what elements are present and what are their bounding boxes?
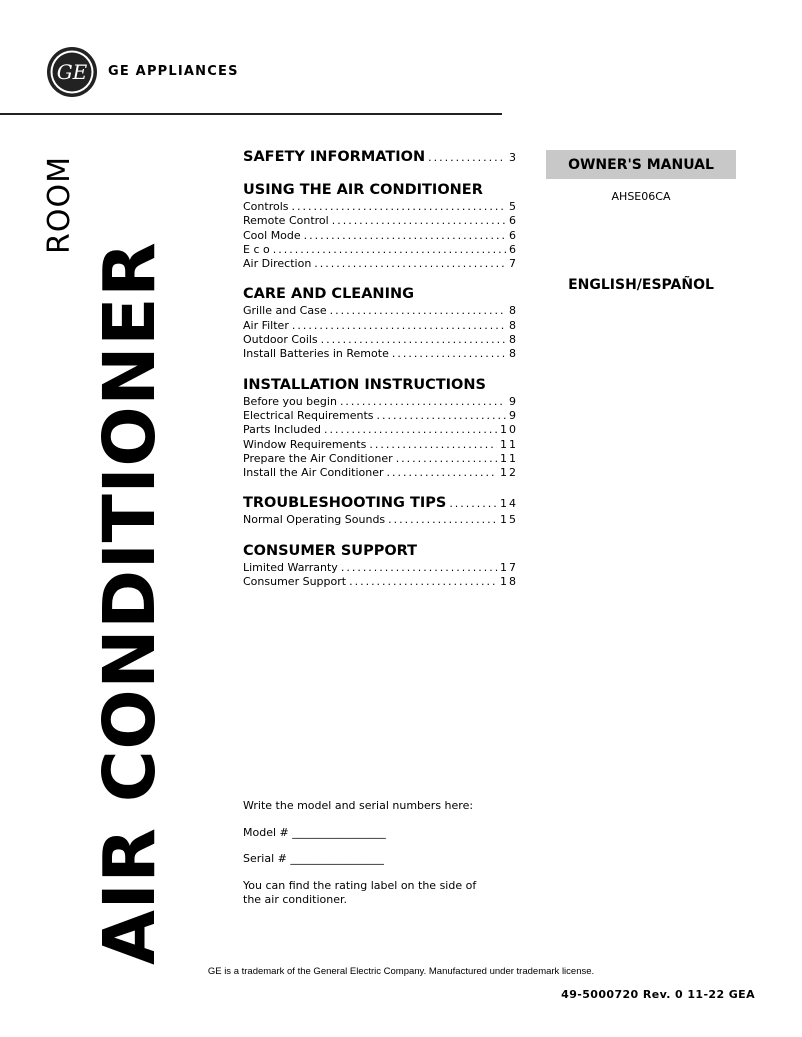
toc-page-number: 17 xyxy=(500,560,518,574)
toc-leader-dots xyxy=(377,409,506,423)
toc-entry-label: Remote Control xyxy=(243,214,329,228)
toc-leader-dots xyxy=(292,200,507,214)
toc-page-number: 15 xyxy=(500,513,518,527)
toc-section xyxy=(243,376,518,481)
toc-leader-dots xyxy=(324,423,497,437)
toc-entry[interactable] xyxy=(243,513,518,527)
toc-section xyxy=(243,494,518,527)
toc-entry[interactable] xyxy=(243,452,518,466)
toc-entry[interactable] xyxy=(243,304,518,318)
toc-page-number: 8 xyxy=(509,318,518,332)
trademark-notice: GE is a trademark of the General Electric Company. Manufactured under trademark license. xyxy=(207,966,595,977)
toc-entry[interactable] xyxy=(243,333,518,347)
toc-entry[interactable] xyxy=(243,438,518,452)
ge-logo-icon xyxy=(46,46,98,98)
toc-section-title[interactable] xyxy=(243,494,518,513)
toc-leader-dots xyxy=(332,214,506,228)
model-serial-record xyxy=(243,799,493,908)
toc-section-label: CONSUMER SUPPORT xyxy=(243,542,418,559)
toc-leader-dots xyxy=(449,494,497,513)
toc-page-number: 12 xyxy=(500,466,518,480)
toc-leader-dots xyxy=(388,513,497,527)
record-intro: Write the model and serial numbers here: xyxy=(243,799,474,812)
toc-page-number: 14 xyxy=(500,497,518,511)
toc-entry-label: Cool Mode xyxy=(243,228,301,242)
toc-page-number: 6 xyxy=(509,228,518,242)
toc-entry-label: Grille and Case xyxy=(243,304,327,318)
toc-section-label: INSTALLATION INSTRUCTIONS xyxy=(243,376,486,393)
toc-entry[interactable] xyxy=(243,319,518,333)
toc-section-label: SAFETY INFORMATION xyxy=(243,149,426,165)
title-room: ROOM xyxy=(42,156,77,254)
toc-page-number: 9 xyxy=(509,408,518,422)
toc-page-number: 6 xyxy=(509,242,518,256)
toc-entry-label: Before you begin xyxy=(243,394,337,408)
toc-leader-dots xyxy=(273,243,506,257)
toc-section-title[interactable] xyxy=(243,285,518,304)
toc-leader-dots xyxy=(369,438,497,452)
toc-entry[interactable] xyxy=(243,257,518,271)
brand-name: GE APPLIANCES xyxy=(108,64,239,79)
toc-section-label: CARE AND CLEANING xyxy=(243,286,414,303)
toc-page-number: 8 xyxy=(509,304,518,318)
toc-leader-dots xyxy=(428,148,506,167)
toc-section xyxy=(243,285,518,361)
table-of-contents xyxy=(243,148,518,603)
language-label: ENGLISH/ESPAÑOL xyxy=(568,277,714,293)
toc-page-number: 6 xyxy=(509,214,518,228)
toc-section-title[interactable] xyxy=(243,148,518,167)
toc-entry-label: Install the Air Conditioner xyxy=(243,466,384,480)
svg-text:GE: GE xyxy=(56,60,88,84)
toc-section-label: TROUBLESHOOTING TIPS xyxy=(243,495,447,512)
toc-leader-dots xyxy=(330,304,506,318)
toc-page-number: 10 xyxy=(500,423,518,437)
toc-entry[interactable] xyxy=(243,243,518,257)
toc-leader-dots xyxy=(392,347,506,361)
toc-entry-label: Controls xyxy=(243,200,289,213)
toc-page-number: 18 xyxy=(500,575,518,589)
toc-leader-dots xyxy=(396,452,497,466)
title-air-conditioner: AIR CONDITIONER xyxy=(88,241,171,965)
toc-leader-dots xyxy=(340,395,506,409)
toc-leader-dots xyxy=(314,257,506,271)
toc-leader-dots xyxy=(304,229,506,243)
toc-entry-label: Air Direction xyxy=(243,257,312,271)
toc-entry-label: Outdoor Coils xyxy=(243,333,318,347)
toc-leader-dots xyxy=(349,575,497,589)
toc-page-number: 9 xyxy=(509,394,518,408)
toc-entry[interactable] xyxy=(243,214,518,228)
toc-leader-dots xyxy=(387,466,497,480)
toc-section xyxy=(243,181,518,271)
owners-manual-label: OWNER'S MANUAL xyxy=(546,150,736,179)
toc-page-number: 5 xyxy=(509,200,518,213)
document-number: 49-5000720 Rev. 0 11-22 GEA xyxy=(561,988,755,1001)
toc-page-number: 11 xyxy=(500,451,518,465)
toc-page-number: 11 xyxy=(500,437,518,451)
rating-label-note: You can find the rating label on the side of the air conditioner. xyxy=(243,878,477,906)
toc-entry-label: Install Batteries in Remote xyxy=(243,347,389,361)
toc-entry[interactable] xyxy=(243,423,518,437)
toc-entry-label: Window Requirements xyxy=(243,437,367,451)
toc-entry-label: Electrical Requirements xyxy=(243,408,374,422)
toc-entry[interactable] xyxy=(243,575,518,589)
toc-entry[interactable] xyxy=(243,466,518,480)
toc-section xyxy=(243,542,518,590)
toc-section xyxy=(243,148,518,167)
toc-entry[interactable] xyxy=(243,409,518,423)
toc-entry[interactable] xyxy=(243,229,518,243)
toc-entry[interactable] xyxy=(243,395,518,409)
toc-entry-label: Limited Warranty xyxy=(243,560,338,574)
toc-page-number: 8 xyxy=(509,347,518,361)
toc-leader-dots xyxy=(341,561,497,575)
toc-section-label: USING THE AIR CONDITIONER xyxy=(243,182,483,198)
toc-entry-label: Prepare the Air Conditioner xyxy=(243,451,393,465)
toc-entry-label: Air Filter xyxy=(243,318,289,332)
header-rule xyxy=(0,113,502,115)
toc-leader-dots xyxy=(321,333,506,347)
toc-entry[interactable] xyxy=(243,347,518,361)
toc-section-title[interactable] xyxy=(243,376,518,395)
toc-entry-label: Consumer Support xyxy=(243,575,347,589)
toc-page-number: 7 xyxy=(509,257,518,271)
toc-entry-label: E c o xyxy=(243,242,270,256)
model-line: Model # _________________ xyxy=(243,825,386,839)
toc-entry[interactable] xyxy=(243,200,518,214)
toc-page-number: 3 xyxy=(509,151,518,164)
toc-page-number: 8 xyxy=(509,333,518,347)
toc-section-title[interactable] xyxy=(243,181,518,200)
toc-leader-dots xyxy=(292,319,506,333)
toc-entry-label: Parts Included xyxy=(243,423,321,437)
serial-line: Serial # _________________ xyxy=(243,852,384,865)
toc-section-title[interactable] xyxy=(243,542,518,561)
toc-entry[interactable] xyxy=(243,561,518,575)
toc-entry-label: Normal Operating Sounds xyxy=(243,513,386,527)
model-number: AHSE06CA xyxy=(611,190,671,203)
